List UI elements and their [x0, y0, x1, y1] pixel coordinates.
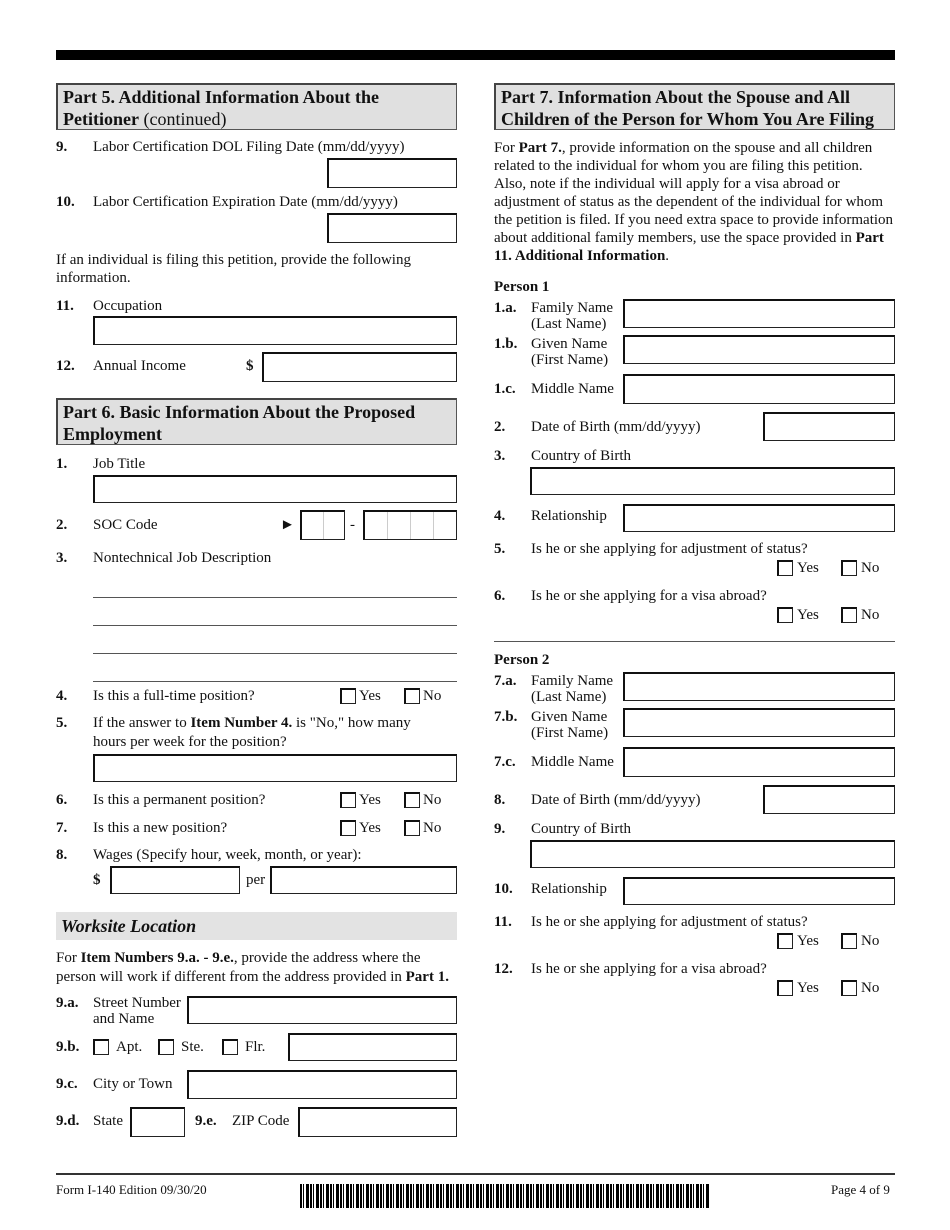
part7-title: Part 7. Information About the Spouse and All Children of the Person for Whom You Are Filing	[501, 87, 875, 129]
item-number: 8.	[494, 792, 506, 808]
footer-rule	[56, 1173, 895, 1175]
item-number: 3.	[494, 448, 506, 464]
person1-adjustment-no-checkbox[interactable]	[841, 560, 857, 576]
item-number: 10.	[56, 194, 75, 210]
job-title-input[interactable]	[93, 475, 457, 503]
no-label: No	[861, 607, 880, 623]
new-position-label: Is this a new position?	[93, 820, 228, 836]
full-time-yes-checkbox[interactable]	[340, 688, 356, 704]
item-number: 7.	[56, 820, 68, 836]
soc-code-label: SOC Code	[93, 517, 158, 533]
dob-label: Date of Birth (mm/dd/yyyy)	[531, 419, 701, 435]
person2-visa-abroad-yes-checkbox[interactable]	[777, 980, 793, 996]
apt-label: Apt.	[116, 1039, 143, 1055]
hours-per-week-label: If the answer to Item Number 4. is "No," how many	[93, 715, 411, 731]
person2-given-name-input[interactable]	[623, 708, 895, 737]
person1-middle-name-input[interactable]	[623, 374, 895, 404]
permanent-label: Is this a permanent position?	[93, 792, 266, 808]
job-description-line[interactable]	[93, 681, 457, 682]
item-number: 5.	[56, 715, 68, 731]
item-number: 9.	[494, 821, 506, 837]
city-input[interactable]	[187, 1070, 457, 1099]
item-number: 12.	[56, 358, 75, 374]
person1-family-name-input[interactable]	[623, 299, 895, 328]
new-position-yes-checkbox[interactable]	[340, 820, 356, 836]
expiration-date-input[interactable]	[327, 213, 457, 243]
dob-label: Date of Birth (mm/dd/yyyy)	[531, 792, 701, 808]
person2-heading: Person 2	[494, 652, 550, 668]
family-name-label-cont: (Last Name)	[531, 689, 607, 705]
item-number: 6.	[494, 588, 506, 604]
adjustment-question: Is he or she applying for adjustment of status?	[531, 914, 808, 930]
occupation-input[interactable]	[93, 316, 457, 345]
wages-period-input[interactable]	[270, 866, 457, 894]
relationship-label: Relationship	[531, 508, 607, 524]
yes-label: Yes	[359, 688, 381, 704]
no-label: No	[423, 792, 442, 808]
worksite-intro: For Item Numbers 9.a. - 9.e., provide the address where the	[56, 950, 421, 966]
hours-per-week-label-cont: hours per week for the position?	[93, 734, 287, 750]
occupation-label: Occupation	[93, 298, 163, 314]
given-name-label: Given Name	[531, 336, 608, 352]
no-label: No	[423, 688, 442, 704]
worksite-intro-cont: person will work if different from the address provided in Part 1.	[56, 969, 449, 985]
visa-abroad-question: Is he or she applying for a visa abroad?	[531, 588, 767, 604]
no-label: No	[861, 980, 880, 996]
item-number: 10.	[494, 881, 513, 897]
item-number: 1.a.	[494, 300, 517, 316]
item-number: 1.b.	[494, 336, 518, 352]
no-label: No	[861, 933, 880, 949]
person2-dob-input[interactable]	[763, 785, 895, 814]
person2-family-name-input[interactable]	[623, 672, 895, 701]
item-number: 8.	[56, 847, 68, 863]
top-rule	[56, 50, 895, 60]
person2-middle-name-input[interactable]	[623, 747, 895, 777]
full-time-no-checkbox[interactable]	[404, 688, 420, 704]
family-name-label-cont: (Last Name)	[531, 316, 607, 332]
relationship-label: Relationship	[531, 881, 607, 897]
worksite-header: Worksite Location	[56, 912, 457, 940]
item-number: 6.	[56, 792, 68, 808]
no-label: No	[423, 820, 442, 836]
job-description-line[interactable]	[93, 597, 457, 598]
item-number: 9.	[56, 139, 68, 155]
person1-dob-input[interactable]	[763, 412, 895, 441]
item-number: 9.a.	[56, 995, 79, 1011]
street-label: Street Number	[93, 995, 181, 1011]
city-label: City or Town	[93, 1076, 173, 1092]
individual-intro: If an individual is filing this petition, provide the following information.	[56, 252, 411, 286]
job-description-line[interactable]	[93, 625, 457, 626]
item-number: 9.b.	[56, 1039, 80, 1055]
apt-checkbox[interactable]	[93, 1039, 109, 1055]
person1-visa-abroad-yes-checkbox[interactable]	[777, 607, 793, 623]
item-number: 12.	[494, 961, 513, 977]
item-number: 7.b.	[494, 709, 518, 725]
state-label: State	[93, 1113, 123, 1129]
annual-income-input[interactable]	[262, 352, 457, 382]
yes-label: Yes	[797, 560, 819, 576]
soc-code-part2-input[interactable]	[363, 510, 457, 540]
yes-label: Yes	[359, 820, 381, 836]
part6-header	[56, 398, 457, 445]
middle-name-label: Middle Name	[531, 754, 614, 770]
unit-number-input[interactable]	[288, 1033, 457, 1061]
item-number: 7.a.	[494, 673, 517, 689]
job-description-label: Nontechnical Job Description	[93, 550, 272, 566]
annual-income-label: Annual Income	[93, 358, 186, 374]
part5-title-suffix: (continued)	[138, 109, 227, 129]
form-edition: Form I-140 Edition 09/30/20	[56, 1182, 207, 1197]
ste-label: Ste.	[181, 1039, 204, 1055]
part6-title: Part 6. Basic Information About the Proposed Employment	[63, 402, 416, 444]
arrow-right-icon: ►	[280, 517, 295, 533]
item-number: 9.d.	[56, 1113, 80, 1129]
wages-label: Wages (Specify hour, week, month, or year):	[93, 847, 362, 863]
item-number: 2.	[56, 517, 68, 533]
part7-header	[494, 83, 895, 130]
yes-label: Yes	[797, 607, 819, 623]
yes-label: Yes	[797, 980, 819, 996]
expiration-date-label: Labor Certification Expiration Date (mm/dd/yyyy)	[93, 194, 398, 210]
item-number: 4.	[494, 508, 506, 524]
given-name-label: Given Name	[531, 709, 608, 725]
item-number: 4.	[56, 688, 68, 704]
person-divider	[494, 641, 895, 642]
person2-relationship-input[interactable]	[623, 877, 895, 905]
item-number: 1.	[56, 456, 68, 472]
per-label: per	[246, 872, 266, 888]
family-name-label: Family Name	[531, 300, 614, 316]
item-number: 7.c.	[494, 754, 516, 770]
item-number: 11.	[56, 298, 74, 314]
family-name-label: Family Name	[531, 673, 614, 689]
person2-visa-abroad-no-checkbox[interactable]	[841, 980, 857, 996]
item-number: 11.	[494, 914, 512, 930]
state-select[interactable]	[130, 1107, 185, 1137]
person1-given-name-input[interactable]	[623, 335, 895, 364]
zip-input[interactable]	[298, 1107, 457, 1137]
person1-adjustment-yes-checkbox[interactable]	[777, 560, 793, 576]
item-number: 5.	[494, 541, 506, 557]
new-position-no-checkbox[interactable]	[404, 820, 420, 836]
job-description-line[interactable]	[93, 653, 457, 654]
part5-header	[56, 83, 457, 130]
wages-amount-input[interactable]	[110, 866, 240, 894]
street-input[interactable]	[187, 996, 457, 1024]
permanent-yes-checkbox[interactable]	[340, 792, 356, 808]
dol-filing-date-input[interactable]	[327, 158, 457, 188]
street-label-cont: and Name	[93, 1011, 155, 1027]
person1-relationship-input[interactable]	[623, 504, 895, 532]
person1-heading: Person 1	[494, 279, 550, 295]
hours-per-week-input[interactable]	[93, 754, 457, 782]
item-number: 9.e.	[195, 1113, 217, 1129]
item-number: 9.c.	[56, 1076, 78, 1092]
yes-label: Yes	[797, 933, 819, 949]
item-number: 1.c.	[494, 381, 516, 397]
zip-label: ZIP Code	[232, 1113, 290, 1129]
no-label: No	[861, 560, 880, 576]
ste-checkbox[interactable]	[158, 1039, 174, 1055]
part7-intro: For Part 7., provide information on the spouse and all children related to the individual for whom you are filing this petition. Also, note if the individual will apply for a visa abroad or adjustment of status as the dependent of the individual for whom the petition is filed. If you need extra space to provide information about additional family members, use the space provided in Part 11. Additional Information.	[494, 140, 894, 264]
item-number: 2.	[494, 419, 506, 435]
full-time-label: Is this a full-time position?	[93, 688, 255, 704]
job-title-label: Job Title	[93, 456, 146, 472]
middle-name-label: Middle Name	[531, 381, 614, 397]
dollar-sign: $	[93, 872, 101, 888]
person2-adjustment-no-checkbox[interactable]	[841, 933, 857, 949]
person2-adjustment-yes-checkbox[interactable]	[777, 933, 793, 949]
page-number: Page 4 of 9	[831, 1182, 890, 1197]
visa-abroad-question: Is he or she applying for a visa abroad?	[531, 961, 767, 977]
person2-country-of-birth-input[interactable]	[530, 840, 895, 868]
adjustment-question: Is he or she applying for adjustment of status?	[531, 541, 808, 557]
soc-code-part1-input[interactable]	[300, 510, 345, 540]
given-name-label-cont: (First Name)	[531, 725, 609, 741]
soc-separator: -	[350, 517, 355, 533]
dollar-sign: $	[246, 358, 254, 374]
flr-label: Flr.	[245, 1039, 266, 1055]
country-of-birth-label: Country of Birth	[531, 821, 631, 837]
yes-label: Yes	[359, 792, 381, 808]
part5-title: Part 5. Additional Information About the Petitioner	[63, 87, 380, 129]
country-of-birth-label: Country of Birth	[531, 448, 631, 464]
item-number: 3.	[56, 550, 68, 566]
person1-country-of-birth-input[interactable]	[530, 467, 895, 495]
given-name-label-cont: (First Name)	[531, 352, 609, 368]
barcode	[300, 1184, 710, 1208]
permanent-no-checkbox[interactable]	[404, 792, 420, 808]
person1-visa-abroad-no-checkbox[interactable]	[841, 607, 857, 623]
dol-filing-date-label: Labor Certification DOL Filing Date (mm/dd/yyyy)	[93, 139, 405, 155]
flr-checkbox[interactable]	[222, 1039, 238, 1055]
